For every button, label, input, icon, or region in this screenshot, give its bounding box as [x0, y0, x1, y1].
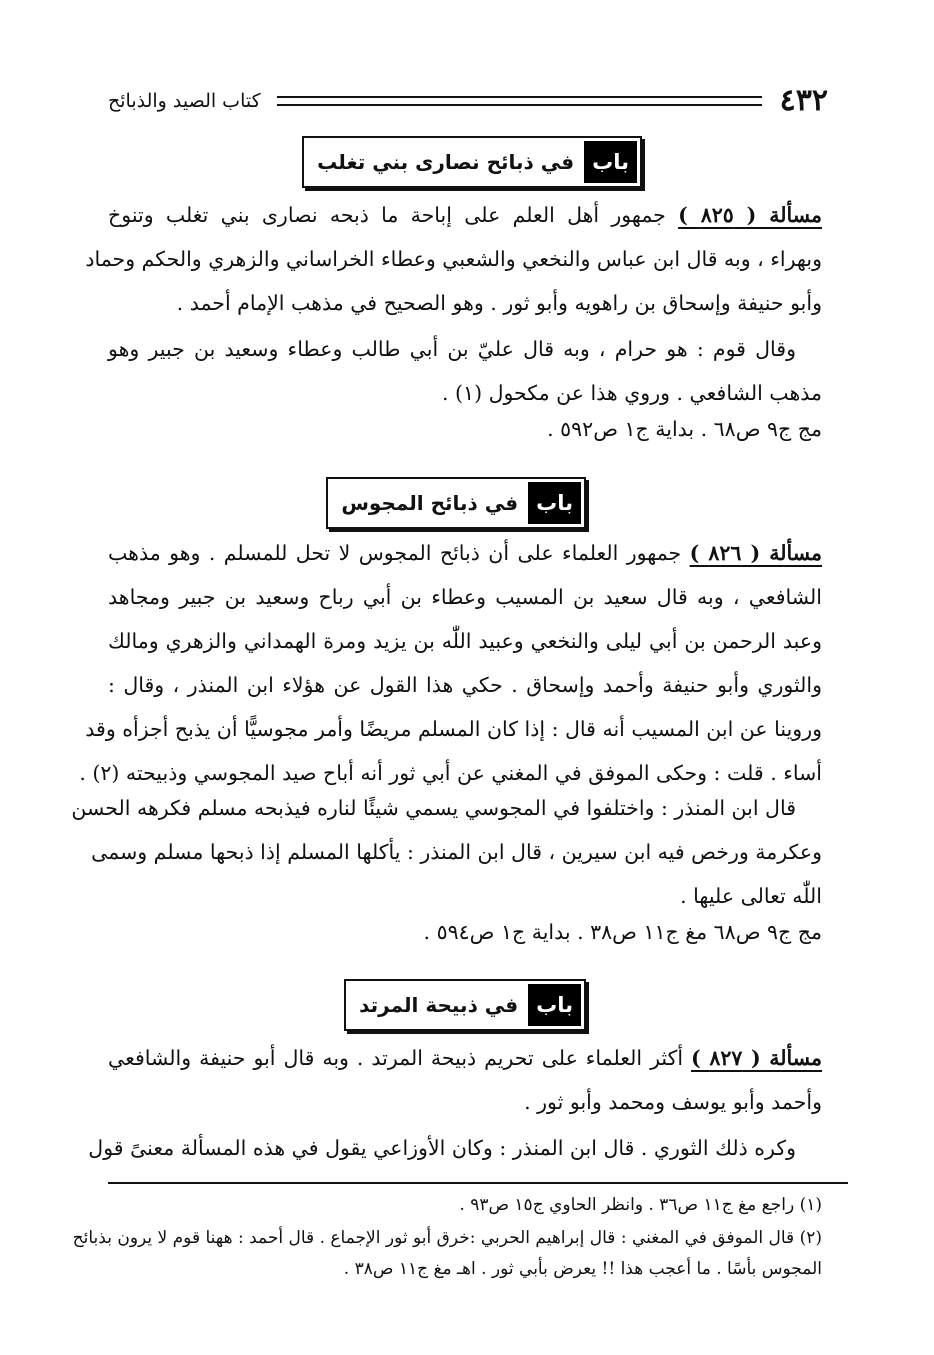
text-run: جمهور العلماء على أن ذبائح المجوس لا تحل للمسلم . وهو مذهب [108, 541, 682, 565]
source-reference: مج ج٩ ص٦٨ . بداية ج١ ص٥٩٢ . [547, 417, 822, 441]
footnote-line: (١) راجع مغ ج١١ ص٣٦ . وانظر الحاوي ج١٥ ص٩٣ . [459, 1195, 822, 1215]
section-3-paragraph-2 [88, 1126, 822, 1170]
chapter-title: في ذبائح المجوس [341, 491, 519, 515]
chapter-label: باب [584, 141, 637, 183]
running-header [108, 84, 828, 118]
chapter-label: باب [528, 984, 581, 1026]
section-2-paragraph-2 [71, 786, 822, 918]
masala-number: مسألة ( ٨٢٦ ) [689, 541, 822, 565]
section-2-paragraph-1 [79, 531, 822, 795]
text-line: وعبد الرحمن بن أبي ليلى والنخعي وعبيد اللّٰه بن يزيد ومرة الهمداني والزهري ومالك [108, 629, 822, 653]
text-line: مذهب الشافعي . وروي هذا عن مكحول (١) . [442, 381, 822, 405]
footnote-rule [108, 1182, 848, 1184]
chapter-title: في ذبيحة المرتد [359, 993, 519, 1017]
text-line: وقال قوم : هو حرام ، وبه قال عليّ بن أبي طالب وعطاء وسعيد بن جبير وهو [108, 337, 796, 361]
text-line: وعكرمة ورخص فيه ابن سيرين ، قال ابن المنذر : يأكلها المسلم إذا ذبحها مسلم وسمى [91, 840, 822, 864]
section-1-paragraph-2 [108, 327, 822, 415]
chapter-heading-2 [326, 477, 586, 529]
text-line: الشافعي ، وبه قال سعيد بن المسيب وعطاء بن أبي رباح وسعيد بن جبير ومجاهد [108, 585, 822, 609]
text-line: وروينا عن ابن المسيب أنه قال : إذا كان المسلم مريضًا وأمر مجوسيًّا أن يذبح أجزأه وقد [85, 717, 822, 741]
chapter-heading-3 [344, 979, 586, 1031]
text-line: وأحمد وأبو يوسف ومحمد وأبو ثور . [524, 1090, 822, 1114]
chapter-title: في ذبائح نصارى بني تغلب [317, 150, 575, 174]
masala-number: مسألة ( ٨٢٥ ) [678, 203, 822, 227]
running-title: كتاب الصيد والذبائح [108, 90, 261, 112]
section-1-paragraph-1 [85, 193, 822, 325]
text-line: وبهراء ، وبه قال ابن عباس والنخعي والشعبي وعطاء الخراساني والزهري والحكم وحماد [85, 247, 822, 271]
footnote-line: (٢) قال الموفق في المغني : قال إبراهيم الحربي :خرق أبو ثور الإجماع . قال أحمد : ههنا قوم لا يرون بذبائح [72, 1228, 822, 1248]
text-line [108, 193, 822, 237]
text-line [108, 531, 822, 575]
footnote-line: المجوس بأسًا . ما أعجب هذا !! يعرض بأبي ثور . اهـ مغ ج١١ ص٣٨ . [343, 1259, 822, 1279]
header-rule [277, 96, 762, 106]
chapter-heading-1 [302, 136, 642, 188]
text-line: أساء . قلت : وحكى الموفق في المغني عن أبي ثور أنه أباح صيد المجوسي وذبيحته (٢) . [79, 761, 822, 785]
masala-number: مسألة ( ٨٢٧ ) [691, 1046, 822, 1070]
text-run: جمهور أهل العلم على إباحة ما ذبحه نصارى بني تغلب وتنوخ [108, 203, 666, 227]
section-3-paragraph-1 [108, 1036, 822, 1124]
footnote-2 [72, 1223, 822, 1285]
source-reference: مج ج٩ ص٦٨ مغ ج١١ ص٣٨ . بداية ج١ ص٥٩٤ . [423, 920, 822, 944]
chapter-label: باب [528, 482, 581, 524]
text-line: اللّٰه تعالى عليها . [680, 884, 822, 908]
page-number: ٤٣٢ [779, 83, 828, 118]
text-line: والثوري وأبو حنيفة وأحمد وإسحاق . حكي هذا القول عن هؤلاء ابن المنذر ، وقال : [108, 673, 822, 697]
text-line: وأبو حنيفة وإسحاق بن راهويه وأبو ثور . وهو الصحيح في مذهب الإمام أحمد . [176, 291, 822, 315]
footnote-1 [108, 1190, 822, 1221]
text-line: وكره ذلك الثوري . قال ابن المنذر : وكان الأوزاعي يقول في هذه المسألة معنىً قول [88, 1136, 796, 1160]
text-run: أكثر العلماء على تحريم ذبيحة المرتد . وبه قال أبو حنيفة والشافعي [108, 1046, 684, 1070]
text-line: قال ابن المنذر : واختلفوا في المجوسي يسمي شيئًا لناره فيذبحه مسلم فكرهه الحسن [71, 796, 796, 820]
text-line [108, 1036, 822, 1080]
